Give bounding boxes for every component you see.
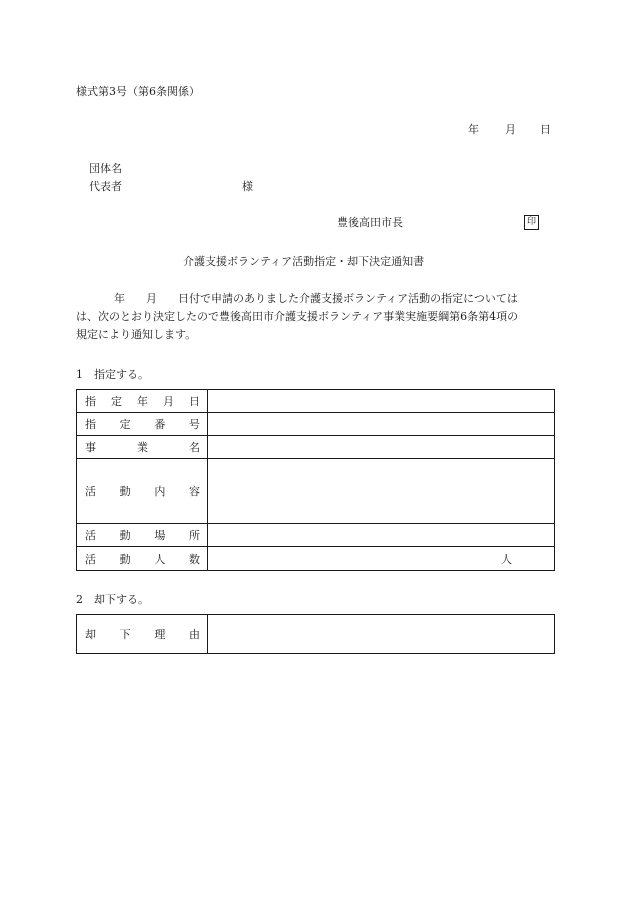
- date-year-label: 年: [468, 123, 479, 136]
- table-row: [77, 436, 555, 459]
- table-row: [77, 615, 555, 654]
- designation-number-label: 指 定 番 号: [77, 413, 208, 436]
- representative-label: 代表者: [89, 180, 122, 193]
- section2-heading: 2 却下する。: [76, 593, 149, 606]
- body-month: 月: [146, 292, 157, 305]
- body-line3: 規定により通知します。: [76, 328, 197, 341]
- designation-date-label: 指 定 年 月 日: [77, 390, 208, 413]
- activity-location-label: 活 動 場 所: [77, 524, 208, 547]
- activity-content-label: 活 動 内 容: [77, 459, 208, 524]
- participant-count-label: 活 動 人 数: [77, 547, 208, 571]
- body-year: 年: [114, 292, 125, 305]
- designation-table: [76, 389, 555, 571]
- business-name-label: 事 業 名: [77, 436, 208, 459]
- section1-heading: 1 指定する。: [76, 368, 149, 381]
- issuer-name: 豊後高田市長: [337, 216, 403, 229]
- activity-content-value[interactable]: [208, 459, 555, 524]
- designation-date-value[interactable]: [208, 390, 555, 413]
- table-row: [77, 413, 555, 436]
- org-name-label: 団体名: [89, 162, 122, 175]
- document-title: 介護支援ボランティア活動指定・却下決定通知書: [183, 255, 425, 268]
- form-number: 様式第3号（第6条関係）: [76, 85, 200, 98]
- table-row: [77, 547, 555, 571]
- rejection-reason-label: 却 下 理 由: [77, 615, 208, 654]
- table-row: [77, 390, 555, 413]
- business-name-value[interactable]: [208, 436, 555, 459]
- seal-mark: 印: [524, 215, 539, 230]
- persons-unit: 人: [501, 552, 512, 566]
- body-line1: 日付で申請のありました介護支援ボランティア活動の指定については: [178, 292, 518, 305]
- rejection-table: [76, 614, 555, 654]
- honorific-sama: 様: [242, 180, 253, 193]
- notice-body: [76, 290, 558, 344]
- rejection-reason-value[interactable]: [208, 615, 555, 654]
- table-row: [77, 459, 555, 524]
- date-day-label: 日: [540, 123, 551, 136]
- table-row: [77, 524, 555, 547]
- date-month-label: 月: [505, 123, 516, 136]
- designation-number-value[interactable]: [208, 413, 555, 436]
- participant-count-value[interactable]: [208, 547, 555, 571]
- activity-location-value[interactable]: [208, 524, 555, 547]
- body-line2: は、次のとおり決定したので豊後高田市介護支援ボランティア事業実施要綱第6条第4項の: [76, 310, 519, 323]
